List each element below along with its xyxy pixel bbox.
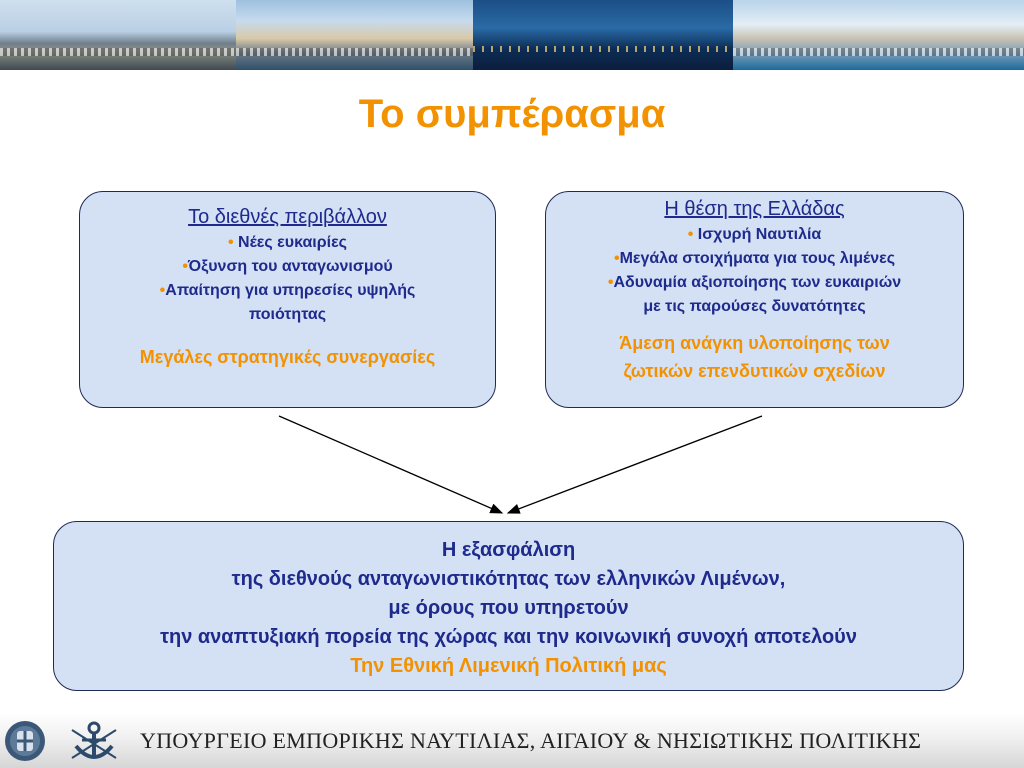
conclusion-line: την αναπτυξιακή πορεία της χώρας και την κοινωνική συνοχή αποτελούν [160, 626, 857, 648]
right-box-heading: Η θέση της Ελλάδας [664, 198, 845, 220]
left-item-continuation: ποιότητας [248, 306, 327, 323]
ministry-name: ΥΠΟΥΡΓΕΙΟ ΕΜΠΟΡΙΚΗΣ ΝΑΥΤΙΛΙΑΣ, ΑΙΓΑΙΟΥ & ΝΗΣΙΩΤΙΚΗΣ ΠΟΛΙΤΙΚΗΣ [140, 727, 922, 753]
bullet-icon: • [159, 282, 166, 299]
left-box-conclusion: Μεγάλες στρατηγικές συνεργασίες [139, 347, 436, 367]
bullet-icon: • [607, 274, 614, 291]
right-box-conclusion-line2: ζωτικών επενδυτικών σχεδίων [623, 361, 886, 381]
left-item: • Νέες ευκαιρίες [227, 234, 347, 251]
right-item: •Μεγάλα στοιχήματα για τους λιμένες [613, 250, 896, 267]
left-item: •Απαίτηση για υπηρεσίες υψηλής [159, 282, 416, 299]
conclusion-line: με όρους που υπηρετούν [388, 597, 629, 619]
bullet-icon: • [182, 258, 188, 275]
anchor-emblem-icon [64, 718, 124, 764]
right-item-continuation: με τις παρούσες δυνατότητες [643, 298, 866, 315]
left-box-heading: Το διεθνές περιβάλλον [188, 206, 387, 228]
left-arrow [279, 416, 502, 513]
conclusion-line: Η εξασφάλιση [441, 539, 576, 561]
left-item: •Όξυνση του ανταγωνισμού [182, 258, 393, 275]
conclusion-line: της διεθνούς ανταγωνιστικότητας των ελληνικών Λιμένων, [231, 568, 786, 590]
national-port-policy-highlight: Την Εθνική Λιμενική Πολιτική μας [350, 655, 667, 677]
slide-title: Το συμπέρασμα [358, 92, 666, 136]
conclusion-box [53, 521, 964, 691]
ministry-footer [0, 713, 1024, 768]
right-item: •Αδυναμία αξιοποίησης των ευκαιριών [607, 274, 902, 291]
right-arrow [508, 416, 762, 513]
bullet-icon: • [687, 226, 698, 243]
right-item: • Ισχυρή Ναυτιλία [687, 226, 822, 243]
right-box-conclusion-line1: Άμεση ανάγκη υλοποίησης των [619, 333, 890, 353]
bullet-icon: • [613, 250, 620, 267]
greek-emblem-icon [2, 718, 48, 764]
bullet-icon: • [227, 234, 239, 251]
